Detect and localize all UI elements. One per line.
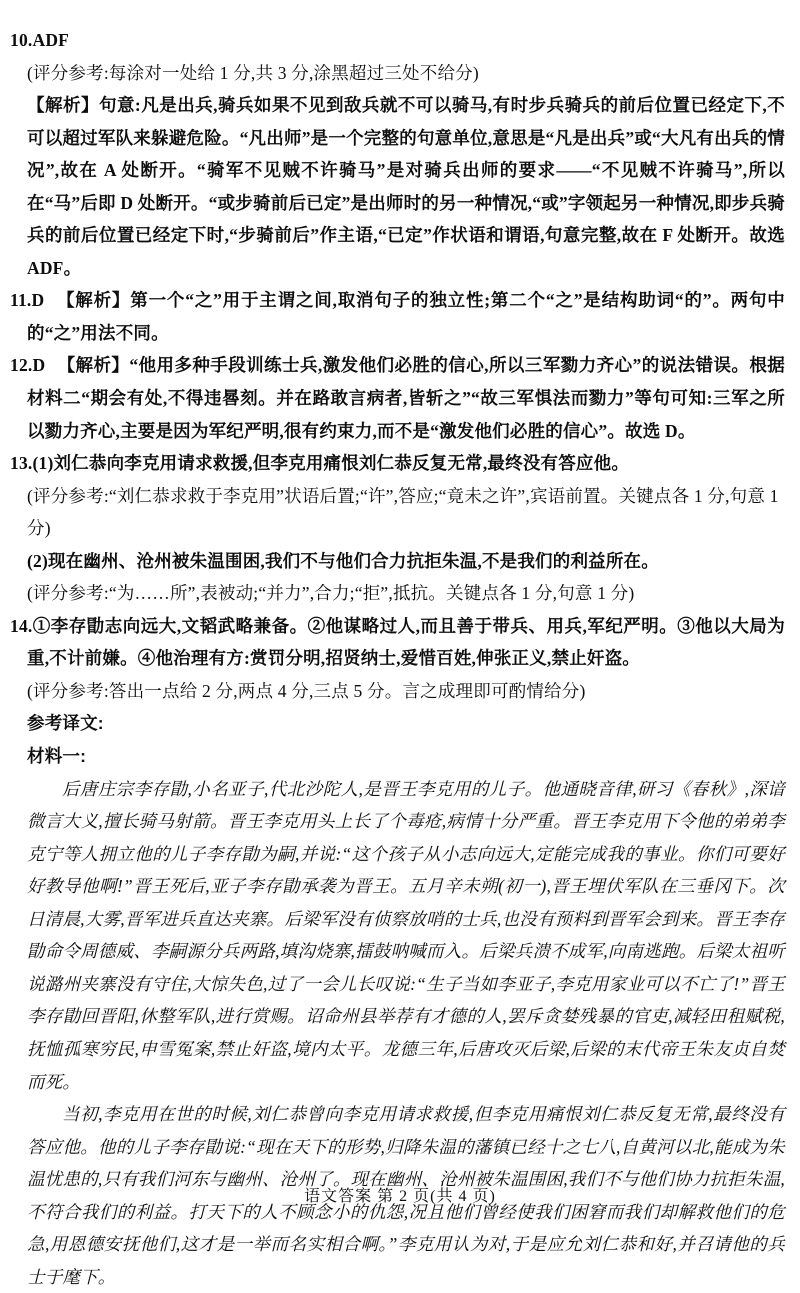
reference-translation-heading: 参考译文:	[27, 713, 104, 734]
q11-number: 11.D	[10, 290, 45, 311]
analysis-label: 【解析】	[56, 290, 131, 311]
analysis-label: 【解析】	[57, 355, 130, 376]
translation-paragraph-1: 后唐庄宗李存勖,小名亚子,代北沙陀人,是晋王李克用的儿子。他通晓音律,研习《春秋》,深谙微言大义,擅长骑马射箭。晋王李克用头上长了个毒疮,病情十分严重。晋王李克用下令他的弟弟李克宁等人拥立他的儿子李存勖为嗣,并说:“这个孩子从小志向远大,定能完成我的事业。你们可要好好教导他啊!”晋王死后,亚子李存勖承袭为晋王。五月辛未朔(初一),晋王埋伏军队在三垂冈下。次日清晨,大雾,晋军进兵直达夹寨。后梁军没有侦察放哨的士兵,也没有预料到晋军会到来。晋王李存勖命令周德威、李嗣源分兵两路,填沟烧寨,擂鼓呐喊而入。后梁兵溃不成军,向南逃跑。后梁太祖听说潞州夹寨没有守住,大惊失色,过了一会儿长叹说:“生子当如李亚子,李克用家业可以不亡了!”晋王李存勖回晋阳,休整军队,进行赏赐。诏命州县举荐有才德的人,罢斥贪婪残暴的官吏,减轻田租赋税,抚恤孤寒穷民,申雪冤案,禁止奸盗,境内太平。龙德三年,后唐攻灭后梁,后梁的末代帝王朱友贞自焚而死。	[27, 778, 786, 1092]
q10-analysis-text: 句意:凡是出兵,骑兵如果不见到敌兵就不可以骑马,有时步兵骑兵的前后位置已经定下,不可以超过军队来躲避危险。“凡出师”是一个完整的句意单位,意思是“凡是出兵”或“大凡有出兵的情况”,故在 A 处断开。“骑军不见贼不许骑马”是对骑兵出师的要求——“不见贼不许骑马”,所以在“马”后即 D 处断开。“或步骑前后已定”是出师时的另一种情况,“或”字领起另一种情况,即步兵骑兵的前后位置已经定下时,“步骑前后”作主语,“已定”作状语和谓语,句意完整,故在 F 处断开。故选 ADF。	[27, 95, 785, 278]
q10-answer: 10.ADF	[10, 30, 70, 50]
q11-answer	[10, 284, 785, 349]
q11-analysis-text: 第一个“之”用于主谓之间,取消句子的独立性;第二个“之”是结构助词“的”。两句中的“之”用法不同。	[27, 290, 785, 343]
translation-paragraph-2: 当初,李克用在世的时候,刘仁恭曾向李克用请求救援,但李克用痛恨刘仁恭反复无常,最终没有答应他。他的儿子李存勖说:“现在天下的形势,归降朱温的藩镇已经十之七八,自黄河以北,能成为朱温忧患的,只有我们河东与幽州、沧州了。现在幽州、沧州被朱温围困,我们不与他们协力抗拒朱温,不符合我们的利益。打天下的人不顾念小的仇怨,况且他们曾经使我们困窘而我们却解救他们的危急,用恩德安抚他们,这才是一举而名实相合啊。”李克用认为对,于是应允刘仁恭和好,并召请他的兵士于麾下。	[27, 1104, 785, 1287]
q10-scoring-note: (评分参考:每涂对一处给 1 分,共 3 分,涂黑超过三处不给分)	[27, 62, 479, 83]
material-one-heading: 材料一:	[27, 746, 87, 767]
q13-answer-part1: 13.(1)刘仁恭向李克用请求救援,但李克用痛恨刘仁恭反复无常,最终没有答应他。	[10, 453, 630, 474]
page-footer: 语文答案 第 2 页(共 4 页)	[304, 1188, 496, 1205]
analysis-label: 【解析】	[27, 95, 99, 116]
q10-analysis	[27, 89, 785, 284]
q14-answer: 14.①李存勖志向远大,文韬武略兼备。②他谋略过人,而且善于带兵、用兵,军纪严明。③他以大局为重,不计前嫌。④他治理有方:赏罚分明,招贤纳士,爱惜百姓,伸张正义,禁止奸盗。	[10, 615, 785, 669]
q13-scoring-note1: (评分参考:“刘仁恭求救于李克用”状语后置;“许”,答应;“竟未之许”,宾语前置。关键点各 1 分,句意 1 分)	[27, 485, 779, 539]
q12-number: 12.D	[10, 355, 46, 376]
q12-analysis-text: “他用多种手段训练士兵,激发他们必胜的信心,所以三军勠力齐心”的说法错误。根据材料二“期会有处,不得违晷刻。并在路敢言病者,皆斩之”“故三军惧法而勠力”等句可知:三军之所以勠力齐心,主要是因为军纪严明,很有约束力,而不是“激发他们必胜的信心”。故选 D。	[27, 355, 785, 441]
q14-scoring-note: (评分参考:答出一点给 2 分,两点 4 分,三点 5 分。言之成理即可酌情给分)	[27, 680, 586, 701]
q13-scoring-note2: (评分参考:“为……所”,表被动;“并力”,合力;“拒”,抵抗。关键点各 1 分,句意 1 分)	[27, 583, 635, 604]
q12-answer	[10, 349, 785, 447]
q13-answer-part2: (2)现在幽州、沧州被朱温围困,我们不与他们合力抗拒朱温,不是我们的利益所在。	[27, 550, 659, 571]
